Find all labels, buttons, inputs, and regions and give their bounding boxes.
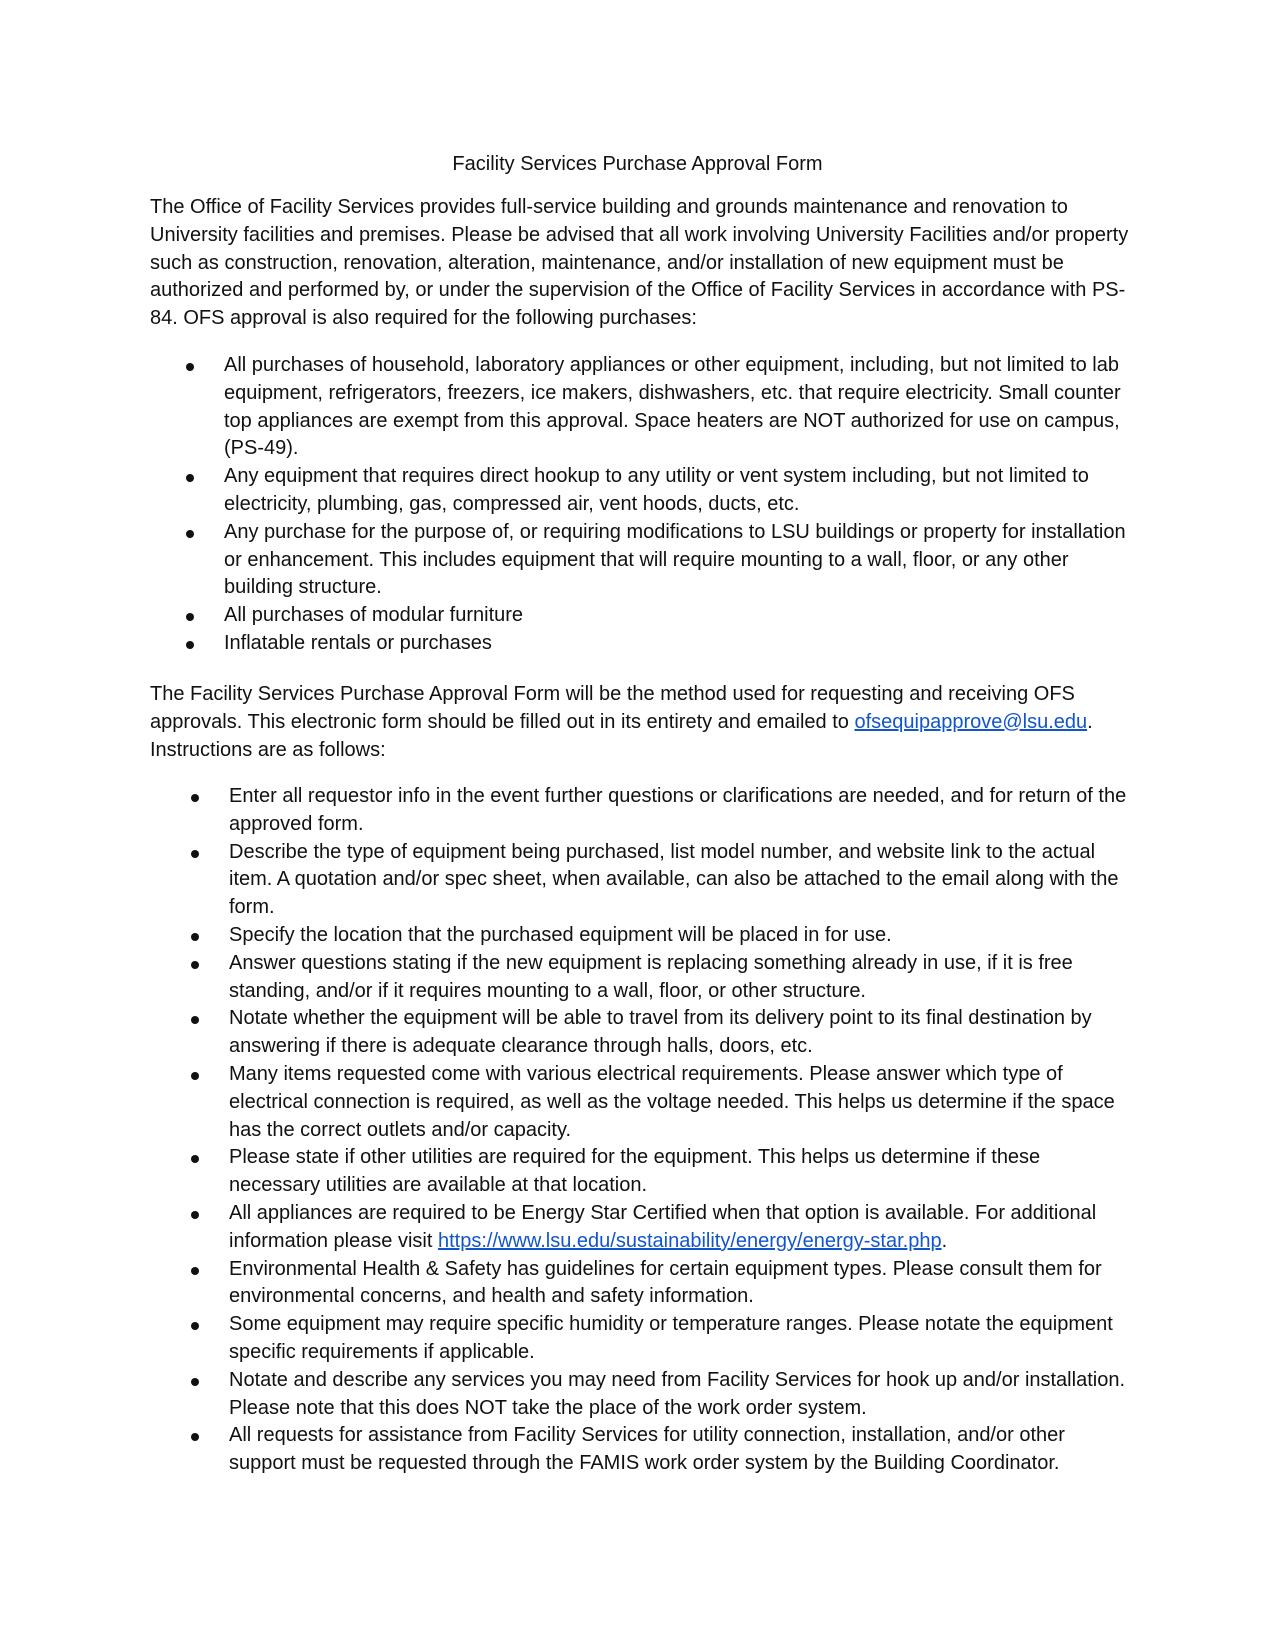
list-item-suffix: . bbox=[941, 1229, 948, 1252]
page-title: Facility Services Purchase Approval Form bbox=[452, 153, 823, 175]
list-item bbox=[224, 352, 1134, 463]
purchases-list bbox=[224, 352, 1134, 658]
list-item bbox=[224, 630, 1134, 658]
list-item bbox=[224, 602, 1134, 630]
list-item-text: Notate whether the equipment will be able to travel from its delivery point to its final destination by answering if there is adequate clearance through halls, doors, etc. bbox=[229, 1007, 1092, 1058]
list-item-text: Notate and describe any services you may need from Facility Services for hook up and/or installation. Please note that this does NOT take the place of the work order system. bbox=[229, 1368, 1125, 1419]
list-item bbox=[224, 519, 1134, 602]
list-item-text: Any equipment that requires direct hookup to any utility or vent system including, but not limited to electricity, plumbing, gas, compressed air, vent hoods, ducts, etc. bbox=[224, 465, 1089, 515]
list-item-text: Specify the location that the purchased equipment will be placed in for use. bbox=[229, 923, 892, 946]
bullet-icon bbox=[186, 474, 194, 482]
bullet-icon bbox=[191, 961, 199, 969]
list-item-text: Answer questions stating if the new equipment is replacing something already in use, if it is free standing, and/or if it requires mounting to a wall, floor, or other structure. bbox=[229, 951, 1073, 1002]
list-item bbox=[229, 1256, 1134, 1312]
list-item-text: All appliances are required to be Energy Star Certified when that option is available. For additional information please visit bbox=[229, 1201, 1097, 1252]
list-item bbox=[229, 783, 1134, 839]
bullet-icon bbox=[191, 1322, 199, 1330]
list-item bbox=[229, 1061, 1134, 1144]
instructions-list bbox=[229, 783, 1134, 1478]
bullet-icon bbox=[191, 1433, 199, 1441]
bullet-icon bbox=[191, 933, 199, 941]
instructions-intro-paragraph bbox=[150, 681, 1130, 764]
list-item bbox=[229, 839, 1134, 922]
list-item-text: Describe the type of equipment being purchased, list model number, and website link to the actual item. A quotation and/or spec sheet, when available, can also be attached to the email along with the form. bbox=[229, 840, 1119, 919]
intro-paragraph: The Office of Facility Services provides full-service building and grounds maintenance and renovation to University facilities and premises. Please be advised that all work involving University Facilities and/or property such as construction, renovation, alteration, maintenance, and/or installation of new equipment must be authorized and performed by, or under the supervision of the Office of Facility Services in accordance with PS-84. OFS approval is also required for the following purchases: bbox=[150, 196, 1129, 330]
list-item-text: All purchases of modular furniture bbox=[224, 604, 524, 627]
list-item-text: Many items requested come with various electrical requirements. Please answer which type of electrical connection is required, as well as the voltage needed. This helps us determine if the space has the correct outlets and/or capacity. bbox=[229, 1062, 1115, 1141]
list-item-text: Inflatable rentals or purchases bbox=[224, 631, 492, 654]
instructions-intro-text: The Facility Services Purchase Approval Form will be the method used for requesting and receiving OFS approvals. This electronic form should be filled out in its entirety and emailed to bbox=[150, 683, 1075, 733]
bullet-icon bbox=[191, 794, 199, 802]
bullet-icon bbox=[186, 363, 194, 371]
instructions-intro-suffix: . Instructions are as follows: bbox=[150, 710, 1093, 761]
list-item-text: Some equipment may require specific humidity or temperature ranges. Please notate the equipment specific requirements if applicable. bbox=[229, 1313, 1113, 1363]
list-item-text: All requests for assistance from Facility Services for utility connection, installation, and/or other support must be requested through the FAMIS work order system by the Building Coordinator. bbox=[229, 1424, 1065, 1475]
list-item-text: Environmental Health & Safety has guidelines for certain equipment types. Please consult them for environmental concerns, and health and safety information. bbox=[229, 1257, 1102, 1308]
bullet-icon bbox=[191, 1016, 199, 1024]
bullet-icon bbox=[191, 1267, 199, 1275]
bullet-icon bbox=[186, 641, 194, 649]
list-item bbox=[224, 463, 1134, 519]
list-item-text: Any purchase for the purpose of, or requiring modifications to LSU buildings or property for installation or enhancement. This includes equipment that will require mounting to a wall, floor, or any other building structure. bbox=[224, 520, 1126, 599]
bullet-icon bbox=[191, 850, 199, 858]
list-item-text: All purchases of household, laboratory appliances or other equipment, including, but not limited to lab equipment, refrigerators, freezers, ice makers, dishwashers, etc. that require electricity. Small counter top appliances are exempt from this approval. Space heaters are NOT authorized for use on campus, (PS-49). bbox=[224, 354, 1121, 460]
list-item-text: Please state if other utilities are required for the equipment. This helps us determine if these necessary utilities are available at that location. bbox=[229, 1146, 1041, 1197]
list-item bbox=[229, 950, 1134, 1006]
bullet-icon bbox=[191, 1378, 199, 1386]
bullet-icon bbox=[191, 1211, 199, 1219]
bullet-icon bbox=[191, 1155, 199, 1163]
list-item bbox=[229, 922, 1134, 950]
energy-star-link[interactable]: https://www.lsu.edu/sustainability/energy/energy-star.php bbox=[437, 1229, 942, 1252]
approval-email-link[interactable]: ofsequipapprove@lsu.edu bbox=[854, 710, 1088, 733]
list-item bbox=[229, 1422, 1134, 1478]
list-item bbox=[229, 1005, 1134, 1061]
bullet-icon bbox=[186, 530, 194, 538]
list-item bbox=[229, 1311, 1134, 1367]
bullet-icon bbox=[186, 613, 194, 621]
list-item bbox=[229, 1367, 1134, 1423]
bullet-icon bbox=[191, 1072, 199, 1080]
list-item bbox=[229, 1144, 1134, 1200]
list-item-energy-star bbox=[229, 1200, 1134, 1256]
list-item-text: Enter all requestor info in the event further questions or clarifications are needed, and for return of the approved form. bbox=[229, 785, 1127, 835]
